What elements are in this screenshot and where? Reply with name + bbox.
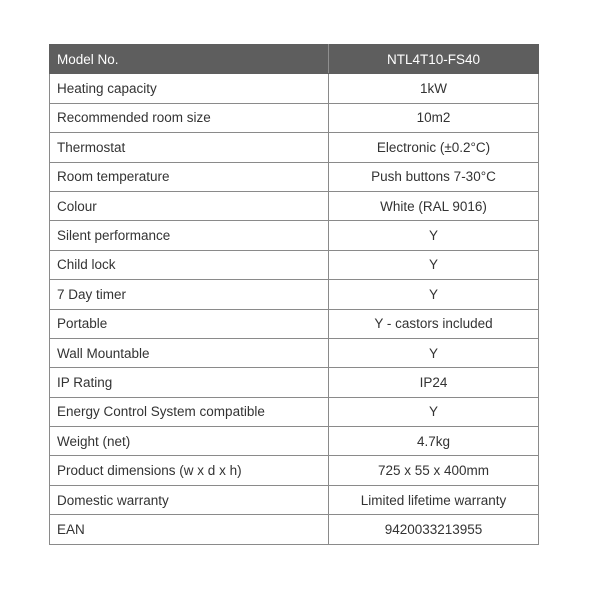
spec-label: Recommended room size xyxy=(50,103,329,132)
table-row xyxy=(50,191,539,220)
spec-value: 725 x 55 x 400mm xyxy=(329,456,539,485)
model-no-value: NTL4T10-FS40 xyxy=(329,45,539,74)
table-row xyxy=(50,368,539,397)
spec-label: Energy Control System compatible xyxy=(50,397,329,426)
table-row xyxy=(50,397,539,426)
table-row xyxy=(50,133,539,162)
spec-label: Weight (net) xyxy=(50,427,329,456)
spec-value: Electronic (±0.2°C) xyxy=(329,133,539,162)
spec-label: Colour xyxy=(50,191,329,220)
table-row xyxy=(50,309,539,338)
spec-label: Thermostat xyxy=(50,133,329,162)
table-row xyxy=(50,338,539,367)
spec-value: Limited lifetime warranty xyxy=(329,485,539,514)
spec-label: Room temperature xyxy=(50,162,329,191)
spec-value: Y xyxy=(329,280,539,309)
spec-label: Heating capacity xyxy=(50,74,329,103)
table-row xyxy=(50,515,539,544)
table-row xyxy=(50,103,539,132)
spec-value: Push buttons 7-30°C xyxy=(329,162,539,191)
spec-value: 1kW xyxy=(329,74,539,103)
spec-label: Domestic warranty xyxy=(50,485,329,514)
table-header-row xyxy=(50,45,539,74)
spec-label: Product dimensions (w x d x h) xyxy=(50,456,329,485)
spec-value: Y - castors included xyxy=(329,309,539,338)
table-row xyxy=(50,250,539,279)
spec-table-body xyxy=(50,74,539,544)
spec-value: IP24 xyxy=(329,368,539,397)
spec-label: Silent performance xyxy=(50,221,329,250)
spec-label: IP Rating xyxy=(50,368,329,397)
model-no-label: Model No. xyxy=(50,45,329,74)
spec-label: Child lock xyxy=(50,250,329,279)
table-row xyxy=(50,427,539,456)
spec-label: Wall Mountable xyxy=(50,338,329,367)
spec-value: Y xyxy=(329,397,539,426)
spec-value: White (RAL 9016) xyxy=(329,191,539,220)
spec-table xyxy=(49,44,539,545)
spec-label: EAN xyxy=(50,515,329,544)
table-row xyxy=(50,162,539,191)
spec-value: 10m2 xyxy=(329,103,539,132)
table-row xyxy=(50,221,539,250)
spec-value: Y xyxy=(329,221,539,250)
table-row xyxy=(50,485,539,514)
spec-value: Y xyxy=(329,250,539,279)
table-row xyxy=(50,74,539,103)
spec-label: 7 Day timer xyxy=(50,280,329,309)
spec-value: 4.7kg xyxy=(329,427,539,456)
spec-value: 9420033213955 xyxy=(329,515,539,544)
spec-value: Y xyxy=(329,338,539,367)
table-row xyxy=(50,280,539,309)
table-row xyxy=(50,456,539,485)
spec-label: Portable xyxy=(50,309,329,338)
